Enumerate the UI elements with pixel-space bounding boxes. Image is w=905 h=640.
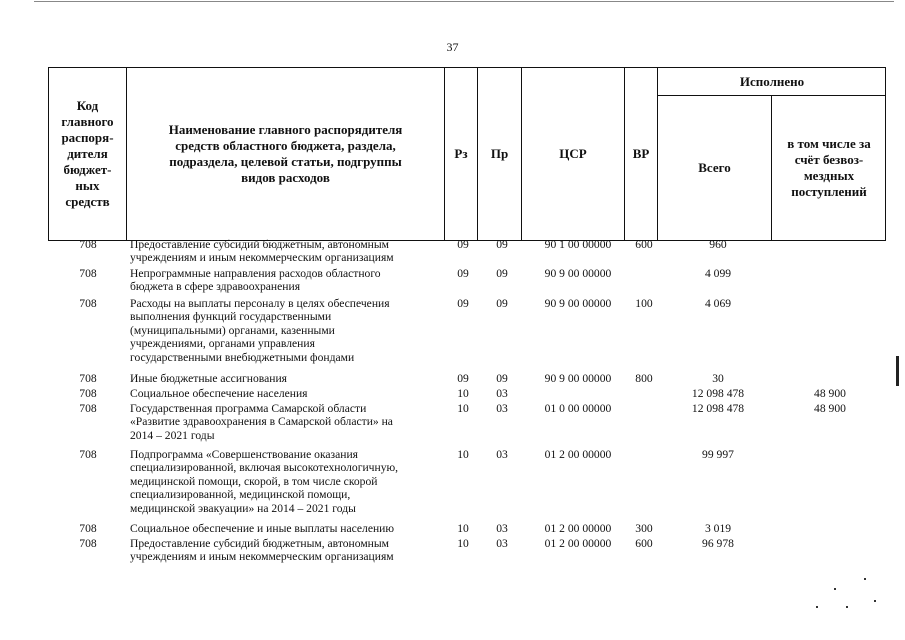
cell-csr: 01 2 00 00000 <box>544 522 612 535</box>
cell-rz: 10 <box>457 402 469 415</box>
cell-name: Иные бюджетные ассигнования <box>130 372 287 385</box>
cell-code: 708 <box>79 387 97 400</box>
header-total: Всего <box>698 160 731 175</box>
cell-total: 3 019 <box>704 522 732 535</box>
cell-csr: 90 1 00 00000 <box>544 238 612 251</box>
cell-csr: 90 9 00 00000 <box>544 267 612 280</box>
cell-name: Социальное обеспечение населения <box>130 387 308 400</box>
cell-rz: 10 <box>457 522 469 535</box>
cell-total: 30 <box>712 372 724 385</box>
cell-code: 708 <box>79 297 97 310</box>
cell-name: Расходы на выплаты персоналу в целях обеспечения выполнения функций государственными (муниципальными) органами, казенными учреждениями, органами управления государственными внебюджетными фондами <box>130 297 390 364</box>
cell-rz: 09 <box>457 238 469 251</box>
cell-code: 708 <box>79 448 97 461</box>
cell-csr: 90 9 00 00000 <box>544 297 612 310</box>
cell-vr: 600 <box>635 238 653 251</box>
cell-total: 12 098 478 <box>691 387 745 400</box>
cell-code: 708 <box>79 522 97 535</box>
scan-edge-mark <box>896 356 899 386</box>
cell-csr: 01 0 00 00000 <box>544 402 612 415</box>
cell-pr: 09 <box>496 238 508 251</box>
cell-pr: 09 <box>496 267 508 280</box>
header-name: Наименование главного распорядителя средств областного бюджета, раздела, подраздела, целевой статьи, подгруппы видов расходов <box>168 122 403 185</box>
cell-name: Государственная программа Самарской области «Развитие здравоохранения в Самарской области» на 2014 – 2021 годы <box>130 402 393 442</box>
cell-rz: 10 <box>457 387 469 400</box>
cell-csr: 90 9 00 00000 <box>544 372 612 385</box>
cell-total: 4 069 <box>704 297 732 310</box>
table-header <box>48 67 886 241</box>
cell-csr: 01 2 00 00000 <box>544 537 612 550</box>
cell-pr: 09 <box>496 372 508 385</box>
cell-vr: 600 <box>635 537 653 550</box>
cell-csr: 01 2 00 00000 <box>544 448 612 461</box>
cell-vr: 300 <box>635 522 653 535</box>
header-csr: ЦСР <box>559 146 587 161</box>
cell-rz: 09 <box>457 297 469 310</box>
cell-pr: 03 <box>496 522 508 535</box>
cell-name: Подпрограмма «Совершенствование оказания специализированной, включая высокотехнологичную, медицинской помощи, скорой, в том числе скорой специализированной, медицинской помощи, медицинской эвакуации» на 2014 – 2021 годы <box>130 448 399 515</box>
header-code: Код главного распоря- дителя бюджет- ных средств <box>61 98 114 209</box>
cell-name: Предоставление субсидий бюджетным, автономным учреждениям и иным некоммерческим организациям <box>130 537 394 564</box>
page-number: 37 <box>446 40 459 54</box>
cell-pr: 03 <box>496 402 508 415</box>
cell-name: Непрограммные направления расходов областного бюджета в сфере здравоохранения <box>130 267 381 294</box>
cell-pr: 03 <box>496 387 508 400</box>
cell-code: 708 <box>79 537 97 550</box>
cell-total: 4 099 <box>704 267 732 280</box>
header-pr: Пр <box>490 146 509 161</box>
cell-name: Социальное обеспечение и иные выплаты населению <box>130 522 395 535</box>
cell-total: 960 <box>709 238 727 251</box>
top-rule <box>34 1 894 2</box>
cell-rz: 10 <box>457 537 469 550</box>
cell-total: 99 997 <box>702 448 734 461</box>
cell-name: Предоставление субсидий бюджетным, автономным учреждениям и иным некоммерческим организациям <box>130 238 394 265</box>
cell-total: 96 978 <box>702 537 734 550</box>
cell-vr: 100 <box>635 297 653 310</box>
cell-pr: 03 <box>496 537 508 550</box>
cell-pr: 03 <box>496 448 508 461</box>
scan-specks <box>806 578 896 618</box>
cell-incl: 48 900 <box>814 402 846 415</box>
header-rz: Рз <box>454 146 468 161</box>
cell-pr: 09 <box>496 297 508 310</box>
cell-code: 708 <box>79 372 97 385</box>
cell-rz: 10 <box>457 448 469 461</box>
header-vr: ВР <box>632 146 650 161</box>
header-executed: Исполнено <box>739 73 805 89</box>
cell-rz: 09 <box>457 372 469 385</box>
header-incl: в том числе за счёт безвоз- мездных поступлений <box>787 136 871 199</box>
cell-rz: 09 <box>457 267 469 280</box>
cell-code: 708 <box>79 267 97 280</box>
cell-incl: 48 900 <box>814 387 846 400</box>
cell-vr: 800 <box>635 372 653 385</box>
cell-code: 708 <box>79 238 97 251</box>
cell-total: 12 098 478 <box>691 402 745 415</box>
cell-code: 708 <box>79 402 97 415</box>
